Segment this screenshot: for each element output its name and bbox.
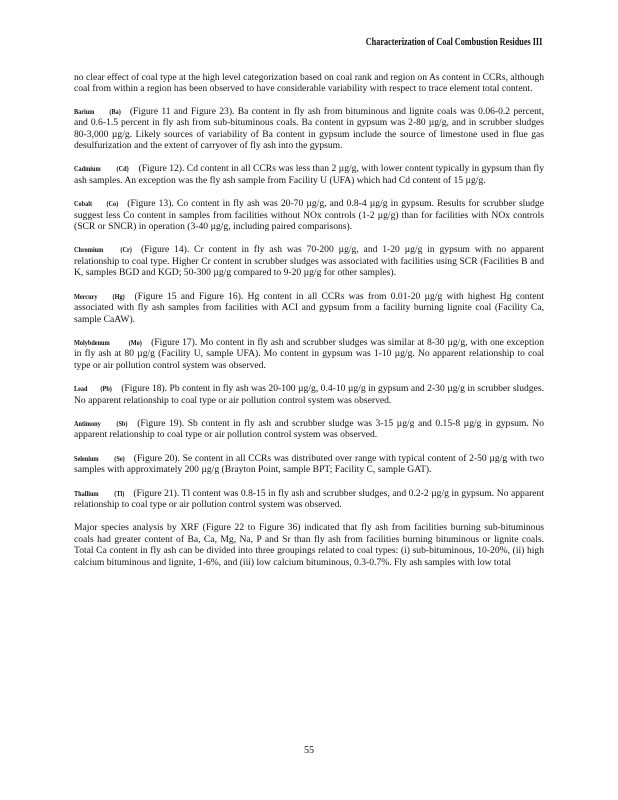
body-text bbox=[74, 72, 544, 580]
element-description: (Figure 19). Sb content in fly ash and scrubber sludge was 3-15 µg/g and 0.15-8 µg/g in gypsum. No apparent relationship to coal type or air pollution control system was observed. bbox=[74, 417, 544, 441]
element-paragraph-selenium bbox=[74, 453, 544, 476]
element-symbol: (Ba) bbox=[108, 106, 121, 116]
element-name: Chromium bbox=[74, 245, 104, 255]
element-name: Mercury bbox=[74, 291, 98, 301]
element-description: (Figure 21). Tl content was 0.8-15 in fly ash and scrubber sludges, and 0.2-2 µg/g in gypsum. No apparent relationship to coal type or air pollution control system was observed. bbox=[74, 487, 544, 510]
element-name: Antimony bbox=[74, 418, 101, 428]
element-paragraph-cobalt bbox=[74, 198, 544, 232]
element-description: (Figure 15 and Figure 16). Hg content in all CCRs was from 0.01-20 µg/g with highest Hg content associated with fly ash samples from facilities with ACI and gypsum from a facility burning lignite coal (Facility Ca, sample CaAW). bbox=[74, 290, 544, 325]
element-symbol: (Cr) bbox=[120, 245, 132, 255]
element-symbol: (Sb) bbox=[116, 418, 128, 428]
element-symbol: (Pb) bbox=[100, 384, 112, 394]
element-symbol: (Tl) bbox=[114, 488, 125, 498]
element-paragraph-cadmium bbox=[74, 163, 544, 186]
page-number: 55 bbox=[304, 745, 314, 756]
element-paragraph-antimony bbox=[74, 418, 544, 441]
element-description: (Figure 17). Mo content in fly ash and scrubber sludges was similar at 8-30 µg/g, with one exception in fly ash at 80 µg/g (Facility U, sample UFA). Mo content in gypsum was 1-10 µg/g. No apparent relationship to coal type or air pollution control system was observed. bbox=[74, 336, 544, 371]
element-description: (Figure 18). Pb content in fly ash was 20-100 µg/g, 0.4-10 µg/g in gypsum and 2-30 µg/g in scrubber sludges. No apparent relationship to coal type or air pollution control system was observed. bbox=[74, 383, 544, 406]
element-paragraph-barium bbox=[74, 106, 544, 152]
element-description: (Figure 12). Cd content in all CCRs was less than 2 µg/g, with lower content typically in gypsum than fly ash samples. An exception was the fly ash sample from Facility U (UFA) which had Cd content of 15 µg/g. bbox=[74, 163, 544, 186]
element-name: Lead bbox=[74, 384, 88, 394]
element-symbol: (Se) bbox=[114, 453, 125, 463]
element-paragraph-lead bbox=[74, 383, 544, 406]
element-paragraph-thallium bbox=[74, 488, 544, 511]
intro-paragraph: no clear effect of coal type at the high level categorization based on coal rank and region on As content in CCRs, although coal from within a region has been observed to have considerable variability with respect to trace element total content. bbox=[74, 72, 544, 95]
element-description: (Figure 13). Co content in fly ash was 20-70 µg/g, and 0.8-4 µg/g in gypsum. Results for scrubber sludge suggest less Co content in samples from facilities without NOx controls (1-2 µg/g) than for facilities with NOx controls (SCR or SNCR) in operation (3-40 µg/g, including paired comparisons). bbox=[74, 198, 544, 233]
element-paragraph-mercury bbox=[74, 291, 544, 325]
closing-paragraph: Major species analysis by XRF (Figure 22 to Figure 36) indicated that fly ash from facilities burning sub-bituminous coals had greater content of Ba, Ca, Mg, Na, P and Sr than fly ash from facilities burning bituminous or lignite coals. Total Ca content in fly ash can be divided into three groupings related to coal types: (i) sub-bituminous, 10-20%, (ii) high calcium bituminous and lignite, 1-6%, and (iii) low calcium bituminous, 0.3-0.7%. Fly ash samples with low total bbox=[74, 522, 544, 568]
element-symbol: (Co) bbox=[106, 199, 118, 209]
element-paragraph-chromium bbox=[74, 244, 544, 278]
element-description: (Figure 11 and Figure 23). Ba content in fly ash from bituminous and lignite coals was 0.06-0.2 percent, and 0.6-1.5 percent in fly ash from sub-bituminous coals. Ba content in gypsum was 2-80 µg/g, and in scrubber sludges 80-3,000 µg/g. Likely sources of variability of Ba content in gypsum include the source of limestone used in flue gas desulfurization and the extent of carryover of fly ash into the gypsum. bbox=[74, 105, 544, 152]
element-name: Cobalt bbox=[74, 199, 93, 209]
element-description: (Figure 20). Se content in all CCRs was distributed over range with typical content of 2-50 µg/g with two samples with approximately 200 µg/g (Brayton Point, sample BPT; Facility C, sample GAT). bbox=[74, 452, 544, 476]
element-symbol: (Hg) bbox=[112, 291, 125, 301]
running-header: Characterization of Coal Combustion Residues III bbox=[365, 37, 542, 48]
element-name: Molybdenum bbox=[74, 337, 110, 347]
element-symbol: (Mo) bbox=[128, 337, 142, 347]
element-symbol: (Cd) bbox=[116, 164, 130, 174]
element-paragraph-molybdenum bbox=[74, 337, 544, 371]
element-name: Barium bbox=[74, 106, 95, 116]
element-name: Cadmium bbox=[74, 164, 101, 174]
element-description: (Figure 14). Cr content in fly ash was 70-200 µg/g, and 1-20 µg/g in gypsum with no apparent relationship to coal type. Higher Cr content in scrubber sludges was associated with facilities using SCR (Facilities B and K, samples BGD and KGD; 50-300 µg/g compared to 9-20 µg/g for other samples). bbox=[74, 244, 544, 279]
element-name: Thallium bbox=[74, 488, 99, 498]
element-name: Selenium bbox=[74, 453, 99, 463]
